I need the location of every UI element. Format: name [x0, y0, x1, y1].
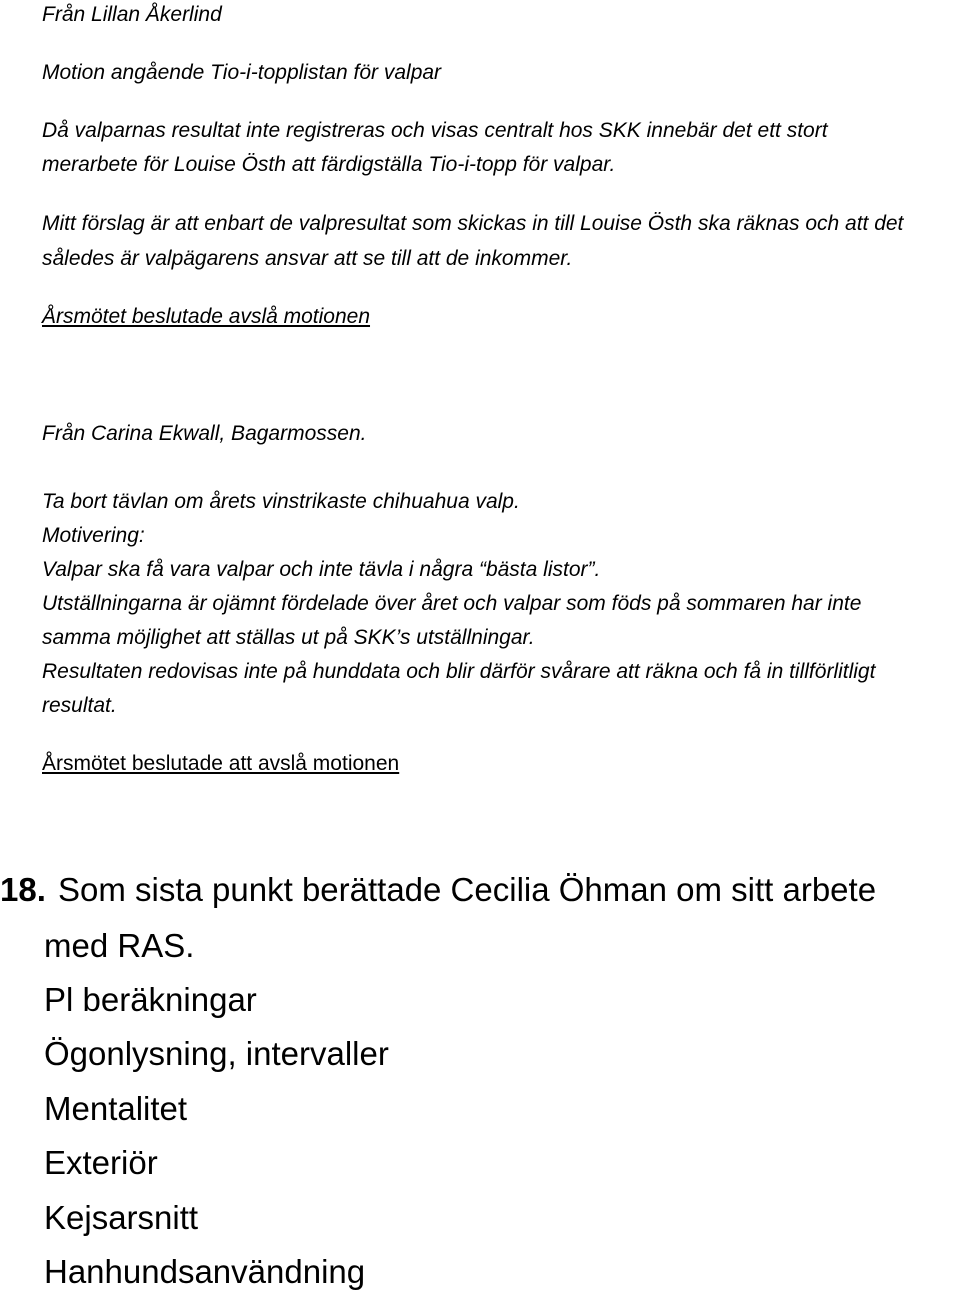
motion2-title: Ta bort tävlan om årets vinstrikaste chihuahua valp.: [42, 490, 520, 513]
motion2-motivation-label: Motivering:: [42, 524, 145, 547]
motion1-title: Motion angående Tio-i-topplistan för valpar: [42, 61, 442, 84]
motion1-from: Från Lillan Åkerlind: [42, 3, 222, 26]
list-item: Mentalitet: [44, 1090, 188, 1127]
section-number: 18.: [0, 871, 46, 908]
section-heading-line1: Som sista punkt berättade Cecilia Öhman om sitt arbete: [58, 871, 877, 908]
motion2-from: Från Carina Ekwall, Bagarmossen.: [42, 422, 367, 445]
motion2-motivation-3-line2: resultat.: [42, 694, 117, 717]
motion2-motivation-1: Valpar ska få vara valpar och inte tävla i några “bästa listor”.: [42, 558, 601, 581]
motion1-paragraph2-line2: således är valpägarens ansvar att se till att de inkommer.: [42, 247, 573, 270]
list-item: Pl beräkningar: [44, 981, 257, 1018]
motion1-paragraph2-line1: Mitt förslag är att enbart de valpresultat som skickas in till Louise Östh ska räknas och att det: [42, 212, 904, 235]
list-item: Hanhundsanvändning: [44, 1253, 366, 1290]
motion2-motivation-2-line1: Utställningarna är ojämnt fördelade över året och valpar som föds på sommaren har inte: [42, 592, 862, 615]
motion2-motivation-2-line2: samma möjlighet att ställas ut på SKK’s utställningar.: [42, 626, 535, 649]
motion1-decision: Årsmötet beslutade avslå motionen: [42, 305, 371, 328]
list-item: Ögonlysning, intervaller: [44, 1035, 389, 1072]
motion1-paragraph1-line2: merarbete för Louise Östh att färdigställa Tio-i-topp för valpar.: [42, 153, 616, 176]
list-item: Kejsarsnitt: [44, 1199, 199, 1236]
list-item: Exteriör: [44, 1144, 158, 1181]
section-heading-line2: med RAS.: [44, 927, 195, 964]
motion2-motivation-3-line1: Resultaten redovisas inte på hunddata och blir därför svårare att räkna och få in tillförlitligt: [42, 660, 876, 683]
motion2-decision: Årsmötet beslutade att avslå motionen: [42, 752, 400, 775]
motion1-paragraph1-line1: Då valparnas resultat inte registreras och visas centralt hos SKK innebär det ett stort: [42, 119, 828, 142]
